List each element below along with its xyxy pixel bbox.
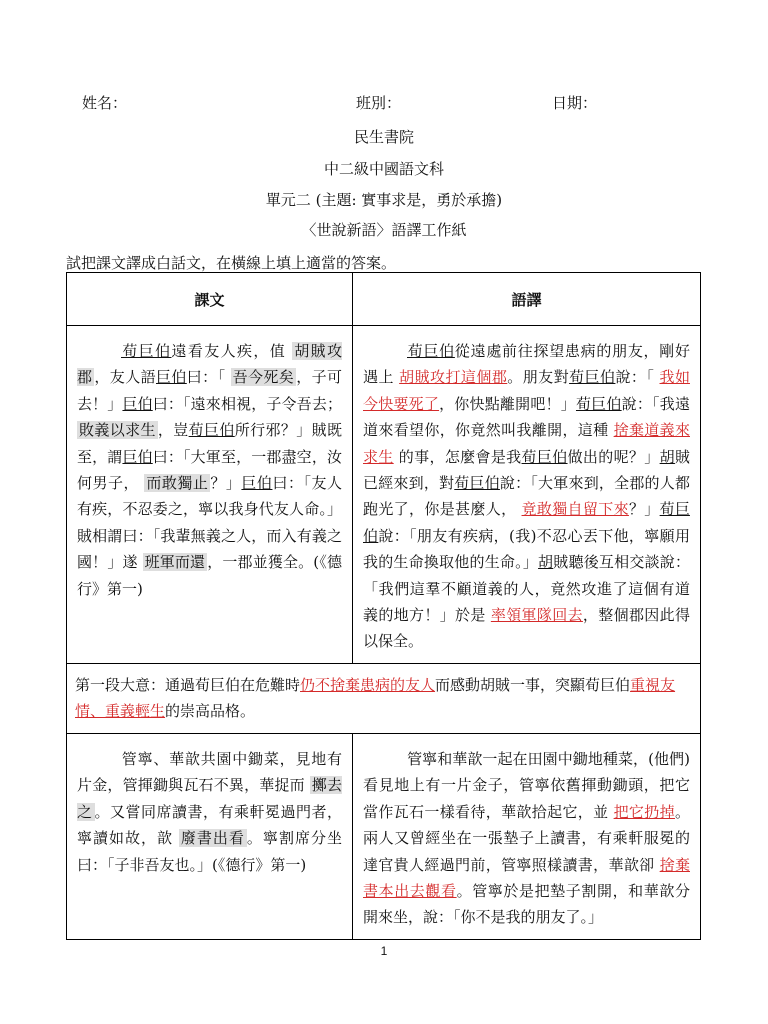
answer-blank: 率領軍隊回去 [490, 606, 583, 625]
proper-noun: 荀巨伯 [575, 394, 622, 413]
text-run: 說：「朋友有疾病，(我)不忍心丟下他，寧願用我的生命換取他的生命。」 [363, 526, 690, 572]
proper-noun: 胡 [538, 553, 554, 572]
worksheet-title: 〈世說新語〉語譯工作紙 [301, 221, 467, 239]
proper-noun: 巨伯 [122, 447, 153, 466]
proper-noun: 荀巨伯 [454, 474, 500, 493]
answer-blank: 重視友情、重義輕生 [75, 675, 676, 720]
answer-blank: 把它扔掉 [613, 802, 675, 821]
text-run: ，友人語 [94, 368, 156, 387]
highlight-term: 吾今死矣 [232, 368, 295, 387]
text-run: 曰：「大軍至，一郡盡空，汝何男子， [77, 447, 342, 493]
text-run: 賊聽後互相交談說：「我們這羣不顧道義的人，竟然攻進了這個有道義的地方！」於是 [363, 553, 690, 625]
text-run: ，豈 [157, 421, 189, 440]
highlight-term: 敗義以求生 [79, 421, 156, 440]
text-run: 從遠處前往探望患病的朋友，剛好遇上 [363, 342, 690, 387]
text-run: 管寧和華歆一起在田園中鋤地種菜，(他們)看見地上有一片金子，管寧依舊揮動鋤頭，把它當作瓦石一樣看待，華歆拾起它，並 [363, 749, 690, 821]
text-run: ，整個郡因此得以保全。 [363, 606, 690, 651]
highlight-term: 而敢獨止 [146, 474, 209, 493]
text-run: 。又嘗同席讀書，有乘軒冕過門者，寧讀如故，歆 [77, 802, 342, 848]
original-text-2 [67, 733, 353, 939]
table-row [67, 733, 701, 939]
summary-row [67, 663, 701, 733]
text-run: 曰：「友人有疾，不忍委之，寧以我身代友人命。」賊相謂曰：「我輩無義之人，而入有義之國！」遂 [77, 474, 342, 572]
answer-blank: 竟敢獨自留下來 [521, 500, 629, 519]
highlight-term: 班軍而還 [144, 553, 206, 572]
highlight-term: 廢書出看 [180, 829, 245, 848]
class-label: 班別： [356, 94, 402, 112]
answer-blank: 胡賊攻打這個郡 [399, 368, 508, 387]
school-title: 民生書院 [353, 128, 414, 146]
text-run: 的事，怎麼會是我 [393, 447, 522, 466]
answer-blank: 捨棄道義來求生 [363, 421, 690, 466]
highlight-term: 擲去之 [77, 776, 342, 821]
text-run: 。朋友對 [507, 368, 570, 387]
highlight-term: 胡賊攻郡 [77, 342, 342, 387]
proper-noun: 荀巨伯 [407, 342, 455, 360]
answer-blank: 仍不捨棄患病的友人 [300, 675, 436, 694]
text-run: 的崇高品格。 [165, 701, 256, 720]
text-run: 。管寧於是把墊子割開，和華歆分開來坐，說：「你不是我的朋友了。」 [363, 881, 690, 927]
proper-noun: 荀巨伯 [569, 368, 616, 387]
proper-noun: 荀巨伯 [521, 447, 568, 466]
text-run: 賊已經來到，對 [363, 447, 690, 493]
proper-noun: 胡 [659, 447, 675, 466]
text-run: 做出的呢？」 [567, 447, 660, 466]
col-header-translation: 語譯 [353, 273, 701, 326]
text-run: 。寧割席分坐曰：「子非吾友也。」(《德行》第一) [77, 829, 342, 874]
text-run: ，你快點離開吧！」 [439, 394, 576, 413]
proper-noun: 荀巨伯 [121, 342, 172, 360]
text-run: 遠看友人疾，值 [171, 342, 293, 360]
translation-table [66, 272, 701, 940]
original-text-1 [67, 326, 353, 664]
proper-noun: 荀巨伯 [363, 500, 690, 545]
proper-noun: 巨伯 [241, 474, 273, 493]
answer-blank: 捨棄書本出去觀看 [363, 855, 690, 900]
summary-cell [67, 663, 701, 733]
text-run: 而感動胡賊一事，突顯荀巨伯 [435, 675, 631, 694]
text-run: ，子可去！」 [77, 368, 342, 413]
date-label: 日期： [552, 94, 598, 112]
text-run: 說：「 [615, 368, 660, 387]
proper-noun: 巨伯 [155, 368, 187, 387]
text-run: 第一段大意：通過荀巨伯在危難時 [75, 675, 301, 694]
instruction: 試把課文譯成白話文，在橫線上填上適當的答案。 [66, 254, 397, 272]
text-run: ？」 [210, 474, 242, 493]
text-run: ，一郡並獲全。(《德行》第一) [77, 553, 342, 598]
translation-text-2 [353, 733, 701, 939]
proper-noun: 荀巨伯 [188, 421, 235, 440]
page-number: 1 [380, 944, 388, 958]
course-title: 中二級中國語文科 [323, 160, 444, 178]
text-run: 所行邪？」賊既至，謂 [77, 421, 342, 466]
text-run: 。兩人又曾經坐在一張墊子上讀書，有乘軒服冕的達官貴人經過門前，管寧照樣讀書，華歆卻 [363, 802, 690, 874]
text-run: 說：「我遠道來看望你，你竟然叫我離開，這種 [363, 394, 690, 440]
unit-title: 單元二 (主題: 實事求是，勇於承擔) [265, 191, 503, 209]
text-run: 管寧、華歆共園中鋤菜，見地有片金，管揮鋤與瓦石不異，華捉而 [77, 749, 342, 795]
name-label: 姓名： [82, 94, 128, 112]
table-header-row [67, 273, 701, 326]
text-run: 曰：「 [186, 368, 231, 387]
proper-noun: 巨伯 [122, 394, 153, 413]
text-run: 說：「大軍來到，全郡的人都跑光了，你是甚麼人， [363, 474, 690, 519]
col-header-original: 課文 [67, 273, 353, 326]
text-run: ？」 [628, 500, 660, 519]
text-run: 曰：「遠來相視，子令吾去； [152, 394, 342, 413]
table-row [67, 326, 701, 664]
translation-text-1 [353, 326, 701, 664]
answer-blank: 我如今快要死了 [363, 368, 690, 413]
